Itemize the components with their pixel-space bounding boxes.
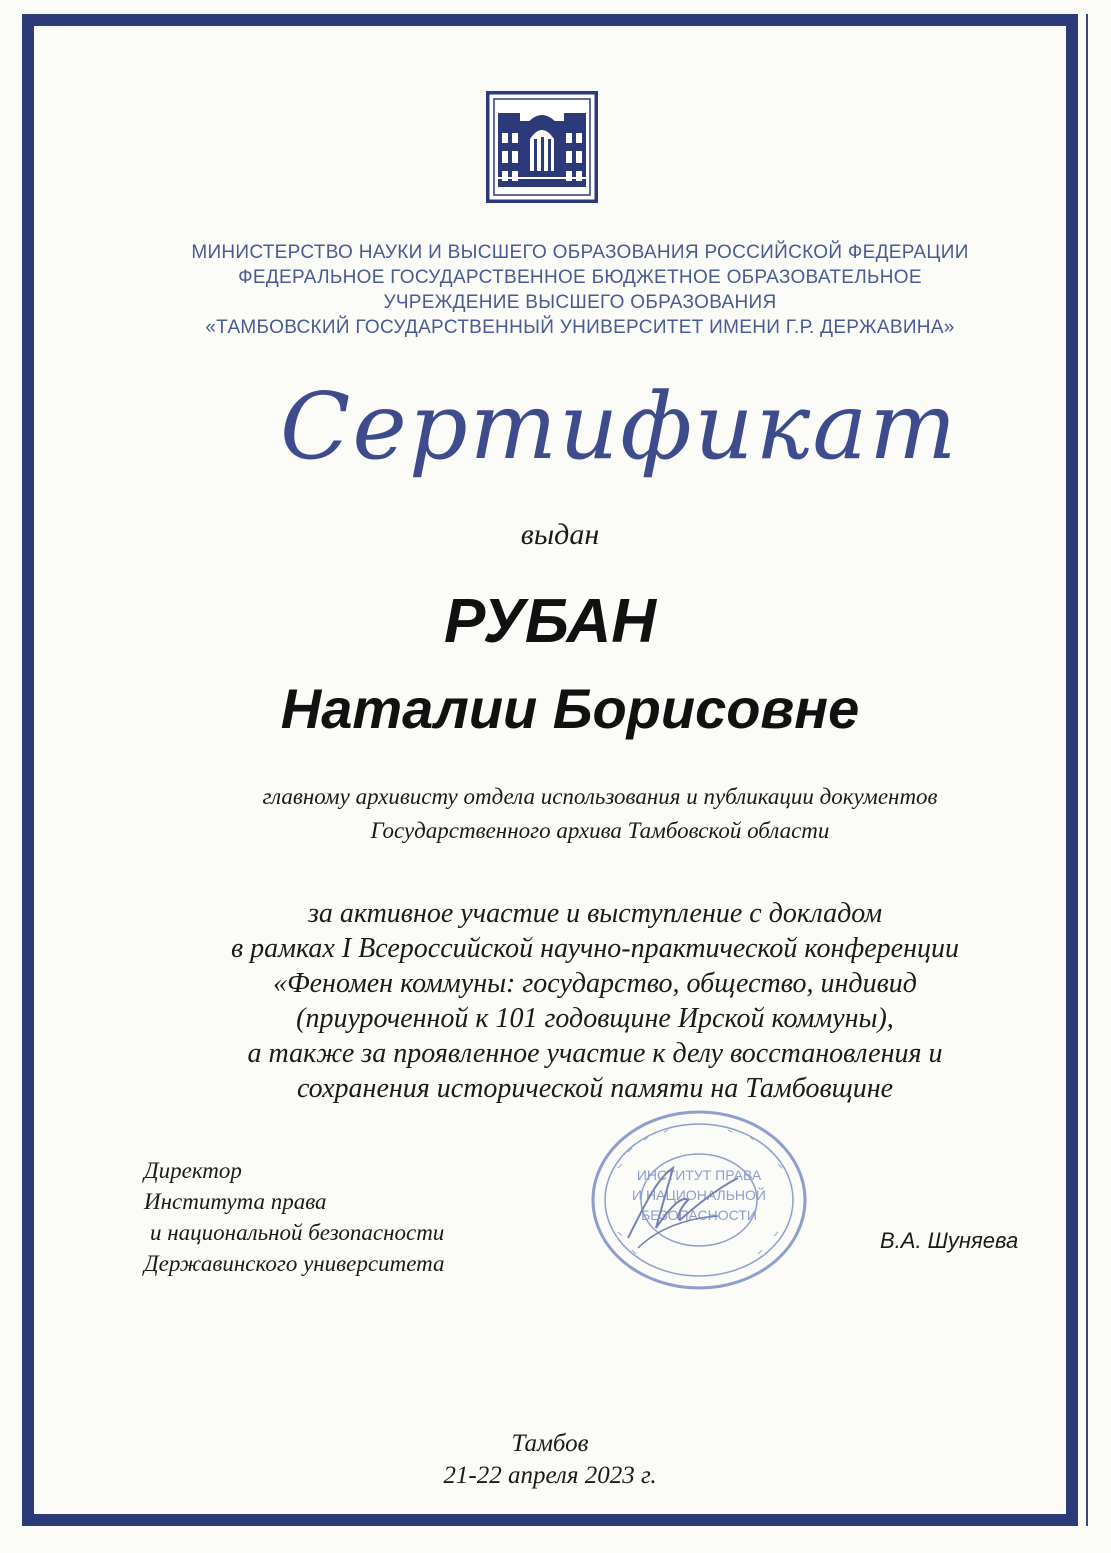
- stamp-text-3: БЕЗОПАСНОСТИ: [641, 1207, 757, 1223]
- recipient-position: [150, 780, 1050, 848]
- signer-title: [144, 1155, 564, 1279]
- signer-line-3: и национальной безопасности: [150, 1220, 445, 1245]
- ministry-line-4: «ТАМБОВСКИЙ ГОСУДАРСТВЕННЫЙ УНИВЕРСИТЕТ ИМЕНИ Г.Р. ДЕРЖАВИНА»: [205, 317, 955, 338]
- signer-line-4: Державинского университета: [144, 1251, 445, 1276]
- ministry-line-1: МИНИСТЕРСТВО НАУКИ И ВЫСШЕГО ОБРАЗОВАНИЯ РОССИЙСКОЙ ФЕДЕРАЦИИ: [191, 242, 969, 263]
- position-line-2: Государственного архива Тамбовской области: [370, 818, 830, 843]
- signer-name: В.А. Шуняева: [880, 1228, 1019, 1253]
- reason-line-2: в рамках I Всероссийской научно-практической конференции: [231, 933, 959, 964]
- reason-line-3: «Феномен коммуны: государство, общество, индивид: [273, 968, 917, 999]
- position-line-1: главному архивисту отдела использования и публикации документов: [262, 784, 938, 809]
- date: 21-22 апреля 2023 г.: [443, 1462, 657, 1489]
- reason-line-5: а также за проявленное участие к делу восстановления и: [247, 1038, 943, 1069]
- frame-edge-line: [1086, 14, 1088, 1526]
- ministry-line-3: УЧРЕЖДЕНИЕ ВЫСШЕГО ОБРАЗОВАНИЯ: [383, 292, 777, 313]
- city: Тамбов: [511, 1430, 589, 1457]
- official-stamp-icon: [588, 1108, 810, 1292]
- reason-line-6: сохранения исторической памяти на Тамбовщине: [296, 1073, 894, 1104]
- issued-label: выдан: [520, 518, 600, 551]
- reason-line-1: за активное участие и выступление с докладом: [307, 898, 883, 929]
- stamp-text-2: И НАЦИОНАЛЬНОЙ: [632, 1187, 766, 1203]
- award-reason: [120, 896, 1070, 1106]
- signer-line-1: Директор: [144, 1158, 242, 1183]
- signer-line-2: Института права: [144, 1189, 327, 1214]
- stamp-text-1: ИНСТИТУТ ПРАВА: [636, 1167, 762, 1183]
- ministry-header: [100, 240, 1060, 340]
- ministry-line-2: ФЕДЕРАЛЬНОЕ ГОСУДАРСТВЕННОЕ БЮДЖЕТНОЕ ОБРАЗОВАТЕЛЬНОЕ: [238, 267, 922, 288]
- university-logo-icon: [486, 91, 598, 203]
- reason-line-4: (приуроченной к 101 годовщине Ирской коммуны),: [296, 1003, 894, 1034]
- place-date: [400, 1428, 700, 1492]
- recipient-surname: РУБАН: [443, 587, 657, 656]
- recipient-name: Наталии Борисовне: [280, 677, 860, 740]
- certificate-title: Сертификат: [280, 373, 959, 480]
